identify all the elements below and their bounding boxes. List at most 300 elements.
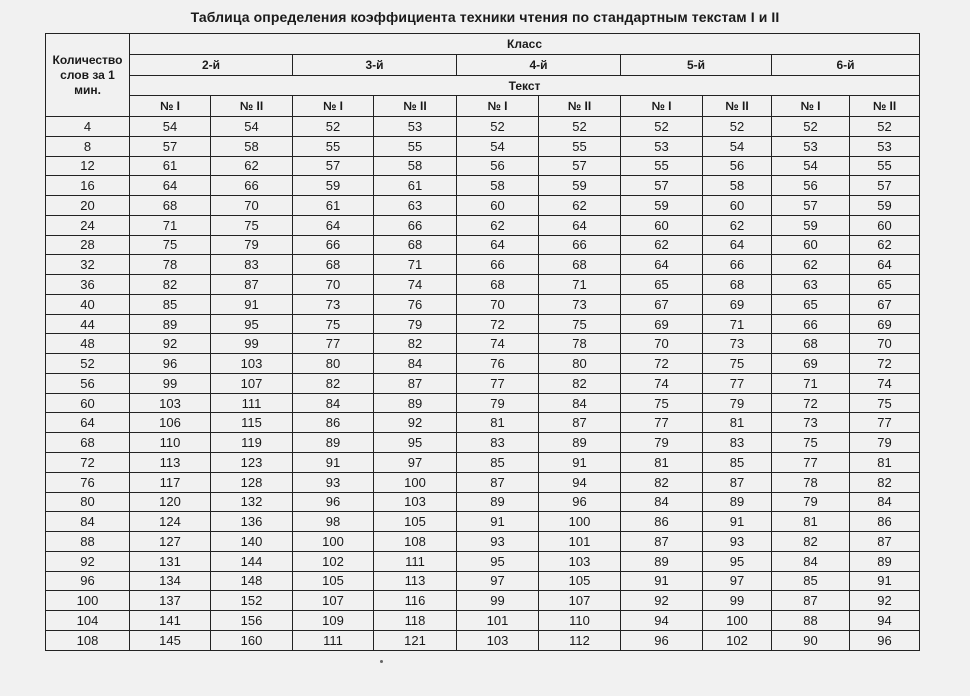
coefficient-cell: 71 [130,215,211,235]
coefficient-cell: 89 [130,314,211,334]
coefficient-cell: 60 [703,196,772,216]
coefficient-cell: 69 [621,314,703,334]
words-per-minute-cell: 100 [46,591,130,611]
words-per-minute-cell: 104 [46,611,130,631]
coefficient-cell: 62 [850,235,920,255]
table-row [46,275,920,295]
coefficient-cell: 62 [211,156,293,176]
coefficient-cell: 160 [211,630,293,650]
coefficient-cell: 115 [211,413,293,433]
table-row [46,413,920,433]
coefficient-cell: 78 [772,472,850,492]
coefficient-cell: 64 [703,235,772,255]
text-number-header: № II [374,96,457,117]
coefficient-cell: 66 [772,314,850,334]
text-header: Текст [130,76,920,96]
words-per-minute-cell: 84 [46,512,130,532]
words-per-minute-cell: 36 [46,275,130,295]
coefficient-cell: 86 [621,512,703,532]
text-number-header: № I [772,96,850,117]
coefficient-cell: 134 [130,571,211,591]
table-row [46,117,920,137]
coefficient-cell: 94 [539,472,621,492]
coefficient-cell: 100 [703,611,772,631]
coefficient-cell: 109 [293,611,374,631]
words-per-minute-cell: 76 [46,472,130,492]
coefficient-cell: 54 [457,136,539,156]
words-per-minute-cell: 80 [46,492,130,512]
coefficient-cell: 103 [539,551,621,571]
words-per-minute-cell: 32 [46,255,130,275]
coefficient-cell: 87 [539,413,621,433]
coefficient-cell: 62 [539,196,621,216]
coefficient-cell: 57 [293,156,374,176]
words-per-minute-cell: 96 [46,571,130,591]
coefficient-cell: 95 [211,314,293,334]
coefficient-cell: 59 [850,196,920,216]
coefficient-cell: 64 [850,255,920,275]
coefficient-cell: 64 [621,255,703,275]
coefficient-cell: 52 [457,117,539,137]
coefficient-cell: 75 [211,215,293,235]
coefficient-cell: 53 [850,136,920,156]
coefficient-cell: 77 [772,453,850,473]
coefficient-cell: 87 [703,472,772,492]
table-row [46,235,920,255]
coefficient-cell: 87 [374,373,457,393]
page-title: Таблица определения коэффициента техники чтения по стандартным текстам I и II [190,9,780,25]
coefficient-cell: 98 [293,512,374,532]
coefficient-cell: 97 [457,571,539,591]
coefficient-cell: 75 [293,314,374,334]
coefficient-cell: 91 [621,571,703,591]
coefficient-cell: 86 [850,512,920,532]
coefficient-cell: 99 [703,591,772,611]
grade-header: 3-й [293,55,457,76]
coefficient-cell: 61 [293,196,374,216]
coefficient-cell: 83 [703,433,772,453]
coefficient-cell: 52 [772,117,850,137]
coefficient-cell: 66 [293,235,374,255]
class-header: Класс [130,34,920,55]
coefficient-cell: 118 [374,611,457,631]
coefficient-cell: 92 [850,591,920,611]
coefficient-cell: 96 [850,630,920,650]
grade-header: 4-й [457,55,621,76]
coefficient-cell: 66 [457,255,539,275]
words-per-minute-header: Количество слов за 1 мин. [46,34,130,117]
coefficient-cell: 91 [539,453,621,473]
coefficient-cell: 127 [130,532,211,552]
coefficient-cell: 90 [772,630,850,650]
coefficient-cell: 100 [293,532,374,552]
coefficient-cell: 81 [850,453,920,473]
coefficient-cell: 81 [621,453,703,473]
table-row [46,571,920,591]
coefficient-cell: 99 [457,591,539,611]
coefficient-cell: 72 [457,314,539,334]
coefficient-cell: 82 [293,373,374,393]
coefficient-cell: 79 [850,433,920,453]
words-per-minute-cell: 24 [46,215,130,235]
coefficient-cell: 83 [211,255,293,275]
coefficient-cell: 81 [457,413,539,433]
coefficient-cell: 58 [211,136,293,156]
coefficient-cell: 55 [374,136,457,156]
coefficient-cell: 57 [772,196,850,216]
coefficient-cell: 70 [850,334,920,354]
coefficient-cell: 113 [374,571,457,591]
coefficient-cell: 132 [211,492,293,512]
coefficient-cell: 72 [772,393,850,413]
coefficient-cell: 72 [621,354,703,374]
coefficient-cell: 105 [293,571,374,591]
text-number-header: № II [850,96,920,117]
coefficient-cell: 71 [703,314,772,334]
coefficient-cell: 73 [539,294,621,314]
coefficient-cell: 116 [374,591,457,611]
coefficient-cell: 75 [772,433,850,453]
coefficient-cell: 54 [703,136,772,156]
coefficient-cell: 145 [130,630,211,650]
coefficient-cell: 55 [850,156,920,176]
coefficient-cell: 124 [130,512,211,532]
coefficient-cell: 69 [703,294,772,314]
coefficient-cell: 69 [772,354,850,374]
coefficient-cell: 105 [539,571,621,591]
coefficient-cell: 91 [850,571,920,591]
coefficient-cell: 96 [293,492,374,512]
coefficient-cell: 81 [772,512,850,532]
coefficient-cell: 89 [457,492,539,512]
coefficient-cell: 52 [850,117,920,137]
coefficient-cell: 55 [539,136,621,156]
coefficient-cell: 111 [374,551,457,571]
words-per-minute-cell: 28 [46,235,130,255]
coefficient-cell: 79 [374,314,457,334]
coefficient-cell: 87 [772,591,850,611]
words-per-minute-cell: 12 [46,156,130,176]
coefficient-cell: 69 [850,314,920,334]
coefficient-cell: 84 [772,551,850,571]
coefficient-cell: 107 [539,591,621,611]
coefficient-cell: 65 [850,275,920,295]
coefficient-cell: 59 [772,215,850,235]
coefficient-cell: 112 [539,630,621,650]
coefficient-cell: 59 [621,196,703,216]
coefficient-cell: 57 [850,176,920,196]
coefficient-cell: 67 [850,294,920,314]
coefficient-cell: 61 [374,176,457,196]
coefficient-cell: 82 [850,472,920,492]
coefficient-cell: 88 [772,611,850,631]
table-row [46,196,920,216]
reading-coefficient-table [45,33,920,651]
coefficient-cell: 58 [457,176,539,196]
coefficient-cell: 63 [772,275,850,295]
coefficient-cell: 111 [293,630,374,650]
coefficient-cell: 74 [457,334,539,354]
coefficient-cell: 58 [374,156,457,176]
coefficient-cell: 75 [850,393,920,413]
table-row [46,176,920,196]
coefficient-cell: 93 [457,532,539,552]
table-row [46,373,920,393]
text-number-header: № II [539,96,621,117]
coefficient-cell: 152 [211,591,293,611]
coefficient-cell: 89 [703,492,772,512]
coefficient-cell: 79 [703,393,772,413]
coefficient-cell: 82 [539,373,621,393]
coefficient-cell: 85 [772,571,850,591]
table-row [46,393,920,413]
coefficient-cell: 108 [374,532,457,552]
coefficient-cell: 73 [703,334,772,354]
coefficient-cell: 64 [457,235,539,255]
coefficient-cell: 53 [621,136,703,156]
coefficient-cell: 87 [850,532,920,552]
coefficient-cell: 52 [293,117,374,137]
coefficient-cell: 65 [772,294,850,314]
coefficient-cell: 75 [703,354,772,374]
coefficient-cell: 96 [539,492,621,512]
coefficient-cell: 123 [211,453,293,473]
coefficient-cell: 74 [374,275,457,295]
coefficient-cell: 80 [293,354,374,374]
grade-header: 6-й [772,55,920,76]
table-row [46,532,920,552]
coefficient-cell: 84 [374,354,457,374]
coefficient-cell: 79 [621,433,703,453]
coefficient-cell: 82 [621,472,703,492]
coefficient-cell: 84 [621,492,703,512]
coefficient-cell: 84 [850,492,920,512]
coefficient-cell: 141 [130,611,211,631]
coefficient-cell: 77 [703,373,772,393]
coefficient-cell: 67 [621,294,703,314]
coefficient-cell: 60 [772,235,850,255]
coefficient-cell: 107 [293,591,374,611]
coefficient-cell: 54 [772,156,850,176]
coefficient-cell: 62 [457,215,539,235]
table-row [46,551,920,571]
coefficient-cell: 82 [374,334,457,354]
coefficient-cell: 62 [621,235,703,255]
coefficient-cell: 60 [621,215,703,235]
coefficient-cell: 95 [374,433,457,453]
coefficient-cell: 73 [293,294,374,314]
coefficient-cell: 89 [539,433,621,453]
coefficient-cell: 119 [211,433,293,453]
coefficient-cell: 106 [130,413,211,433]
coefficient-cell: 56 [772,176,850,196]
coefficient-cell: 99 [211,334,293,354]
text-number-header: № I [621,96,703,117]
coefficient-cell: 55 [621,156,703,176]
table-row [46,591,920,611]
coefficient-cell: 81 [703,413,772,433]
coefficient-cell: 85 [703,453,772,473]
text-number-header: № II [703,96,772,117]
coefficient-cell: 137 [130,591,211,611]
coefficient-cell: 75 [539,314,621,334]
coefficient-cell: 68 [374,235,457,255]
words-per-minute-cell: 68 [46,433,130,453]
coefficient-cell: 128 [211,472,293,492]
coefficient-cell: 62 [772,255,850,275]
coefficient-cell: 54 [130,117,211,137]
coefficient-cell: 66 [539,235,621,255]
words-per-minute-cell: 60 [46,393,130,413]
coefficient-cell: 78 [539,334,621,354]
table-row [46,354,920,374]
coefficient-cell: 94 [850,611,920,631]
words-per-minute-cell: 8 [46,136,130,156]
coefficient-cell: 64 [539,215,621,235]
coefficient-cell: 54 [211,117,293,137]
coefficient-cell: 68 [772,334,850,354]
coefficient-cell: 85 [457,453,539,473]
coefficient-cell: 62 [703,215,772,235]
coefficient-cell: 73 [772,413,850,433]
table-row [46,472,920,492]
coefficient-cell: 66 [703,255,772,275]
coefficient-cell: 79 [211,235,293,255]
coefficient-cell: 64 [293,215,374,235]
words-per-minute-cell: 4 [46,117,130,137]
coefficient-cell: 68 [293,255,374,275]
coefficient-cell: 82 [772,532,850,552]
coefficient-cell: 70 [293,275,374,295]
coefficient-cell: 89 [621,551,703,571]
coefficient-cell: 52 [703,117,772,137]
coefficient-cell: 74 [850,373,920,393]
coefficient-cell: 57 [539,156,621,176]
table-row [46,294,920,314]
coefficient-cell: 103 [457,630,539,650]
coefficient-cell: 100 [374,472,457,492]
words-per-minute-cell: 108 [46,630,130,650]
coefficient-cell: 71 [539,275,621,295]
text-number-header: № II [211,96,293,117]
coefficient-cell: 144 [211,551,293,571]
grade-header: 5-й [621,55,772,76]
coefficient-cell: 79 [457,393,539,413]
text-number-header: № I [293,96,374,117]
words-per-minute-cell: 20 [46,196,130,216]
coefficient-cell: 140 [211,532,293,552]
coefficient-cell: 64 [130,176,211,196]
coefficient-cell: 76 [457,354,539,374]
coefficient-cell: 136 [211,512,293,532]
coefficient-cell: 63 [374,196,457,216]
table-row [46,611,920,631]
coefficient-cell: 77 [293,334,374,354]
coefficient-cell: 83 [457,433,539,453]
coefficient-cell: 107 [211,373,293,393]
coefficient-cell: 85 [130,294,211,314]
words-per-minute-cell: 92 [46,551,130,571]
coefficient-cell: 57 [130,136,211,156]
coefficient-cell: 103 [130,393,211,413]
coefficient-cell: 53 [772,136,850,156]
table-row [46,334,920,354]
coefficient-cell: 76 [374,294,457,314]
coefficient-cell: 110 [130,433,211,453]
coefficient-cell: 82 [130,275,211,295]
coefficient-cell: 101 [457,611,539,631]
coefficient-cell: 95 [457,551,539,571]
coefficient-cell: 75 [621,393,703,413]
coefficient-cell: 91 [703,512,772,532]
coefficient-cell: 91 [211,294,293,314]
coefficient-cell: 68 [457,275,539,295]
coefficient-cell: 131 [130,551,211,571]
table-row [46,512,920,532]
coefficient-cell: 77 [457,373,539,393]
words-per-minute-cell: 52 [46,354,130,374]
coefficient-cell: 80 [539,354,621,374]
coefficient-cell: 91 [457,512,539,532]
coefficient-cell: 77 [621,413,703,433]
table-row [46,492,920,512]
coefficient-cell: 95 [703,551,772,571]
coefficient-cell: 71 [374,255,457,275]
coefficient-cell: 59 [539,176,621,196]
coefficient-cell: 100 [539,512,621,532]
grade-header: 2-й [130,55,293,76]
coefficient-cell: 97 [703,571,772,591]
coefficient-cell: 111 [211,393,293,413]
coefficient-cell: 156 [211,611,293,631]
coefficient-cell: 61 [130,156,211,176]
coefficient-cell: 60 [457,196,539,216]
coefficient-cell: 102 [293,551,374,571]
coefficient-cell: 110 [539,611,621,631]
coefficient-cell: 92 [621,591,703,611]
coefficient-cell: 92 [130,334,211,354]
coefficient-cell: 70 [211,196,293,216]
coefficient-cell: 101 [539,532,621,552]
coefficient-cell: 53 [374,117,457,137]
coefficient-cell: 89 [293,433,374,453]
coefficient-cell: 52 [539,117,621,137]
coefficient-cell: 103 [211,354,293,374]
coefficient-cell: 96 [621,630,703,650]
text-number-header: № I [457,96,539,117]
words-per-minute-cell: 88 [46,532,130,552]
table-row [46,215,920,235]
coefficient-cell: 94 [621,611,703,631]
coefficient-cell: 91 [293,453,374,473]
coefficient-cell: 68 [130,196,211,216]
coefficient-cell: 57 [621,176,703,196]
coefficient-cell: 89 [850,551,920,571]
coefficient-cell: 74 [621,373,703,393]
coefficient-cell: 89 [374,393,457,413]
coefficient-cell: 87 [621,532,703,552]
table-row [46,156,920,176]
coefficient-cell: 70 [457,294,539,314]
coefficient-cell: 99 [130,373,211,393]
coefficient-cell: 58 [703,176,772,196]
table-row [46,630,920,650]
coefficient-cell: 79 [772,492,850,512]
coefficient-cell: 148 [211,571,293,591]
coefficient-cell: 97 [374,453,457,473]
words-per-minute-cell: 48 [46,334,130,354]
words-per-minute-cell: 40 [46,294,130,314]
